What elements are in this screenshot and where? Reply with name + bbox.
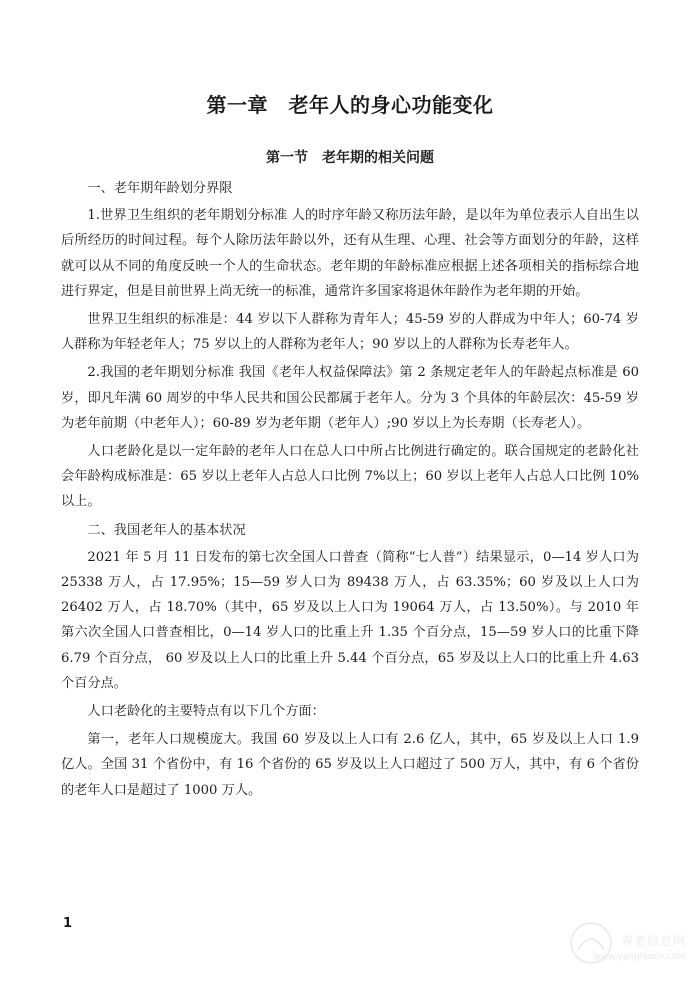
watermark-text: 养老信息网 — [620, 934, 686, 948]
subheading-age-division: 一、老年期年龄划分界限 — [87, 181, 233, 196]
subheading-basic-status: 二、我国老年人的基本状况 — [87, 522, 246, 538]
paragraph-feature-one: 第一，老年人口规模庞大。我国 60 岁及以上人口有 2.6 亿人，其中，65 岁及以上人口 1.9 亿人。全国 31 个省份中，有 16 个省份的 65 岁及以上人口超过了 500 万人，其中，有 6 个省份的老年人口是超过了 1000 万人。 — [61, 732, 639, 798]
chapter-title: 第一章 老年人的身心功能变化 — [206, 93, 494, 117]
section-title: 第一节 老年期的相关问题 — [266, 150, 434, 166]
paragraph-aging-definition: 人口老龄化是以一定年龄的老年人口在总人口中所占比例进行确定的。联合国规定的老龄化社会年龄构成标准是：65 岁以上老年人占总人口比例 7%以上；60 岁以上老年人占总人口比例 10%以上。 — [61, 444, 639, 510]
paragraph-who-standard: 1.世界卫生组织的老年期划分标准 人的时序年龄又称历法年龄，是以年为单位表示人自出生以后所经历的时间过程。每个人除历法年龄以外，还有从生理、心理、社会等方面划分的年龄，这样就可以从不同的角度反映一个人的生命状态。老年期的年龄标准应根据上述各项相关的指标综合地进行界定，但是目前世界上尚无统一的标准，通常许多国家将退休年龄作为老年期的开始。 — [61, 208, 639, 299]
paragraph-census-results: 2021 年 5 月 11 日发布的第七次全国人口普查（简称“七人普”）结果显示，0—14 岁人口为 25338 万人，占 17.95%；15—59 岁人口为 89438 万人，占 63.35%；60 岁及以上人口为 26402 万人，占 18.70%（其中，65 岁及以上人口为 19064 万人，占 13.50%）。与 2010 年第六次全国人口普查相比，0—14 岁人口的比重上升 1.35 个百分点，15—59 岁人口的比重下降 6.79 个百分点， 60 岁及以上人口的比重上升 5.44 个百分点，65 岁及以上人口的比重上升 4.63 个百分点。 — [61, 549, 639, 691]
page-number: 1 — [63, 916, 73, 931]
paragraph-aging-features-intro: 人口老龄化的主要特点有以下几个方面： — [87, 704, 325, 720]
body-text — [61, 176, 639, 806]
paragraph-who-age-groups: 世界卫生组织的标准是：44 岁以下人群称为青年人；45-59 岁的人群成为中年人；60-74 岁人群称为年轻老年人；75 岁以上的人群称为老年人；90 岁以上的人群称为长寿老年人。 — [61, 312, 639, 353]
watermark-url: www.yanglaocn.com — [593, 952, 686, 962]
watermark-logo — [566, 918, 686, 978]
paragraph-china-standard: 2.我国的老年期划分标准 我国《老年人权益保障法》第 2 条规定老年人的年龄起点标准是 60 岁，即凡年满 60 周岁的中华人民共和国公民都属于老年人。分为 3 个具体的年龄层次：45-59 岁为老年前期（中老年人）；60-89 岁为老年期（老年人）;90 岁以上为长寿期（长寿老人）。 — [61, 365, 639, 431]
